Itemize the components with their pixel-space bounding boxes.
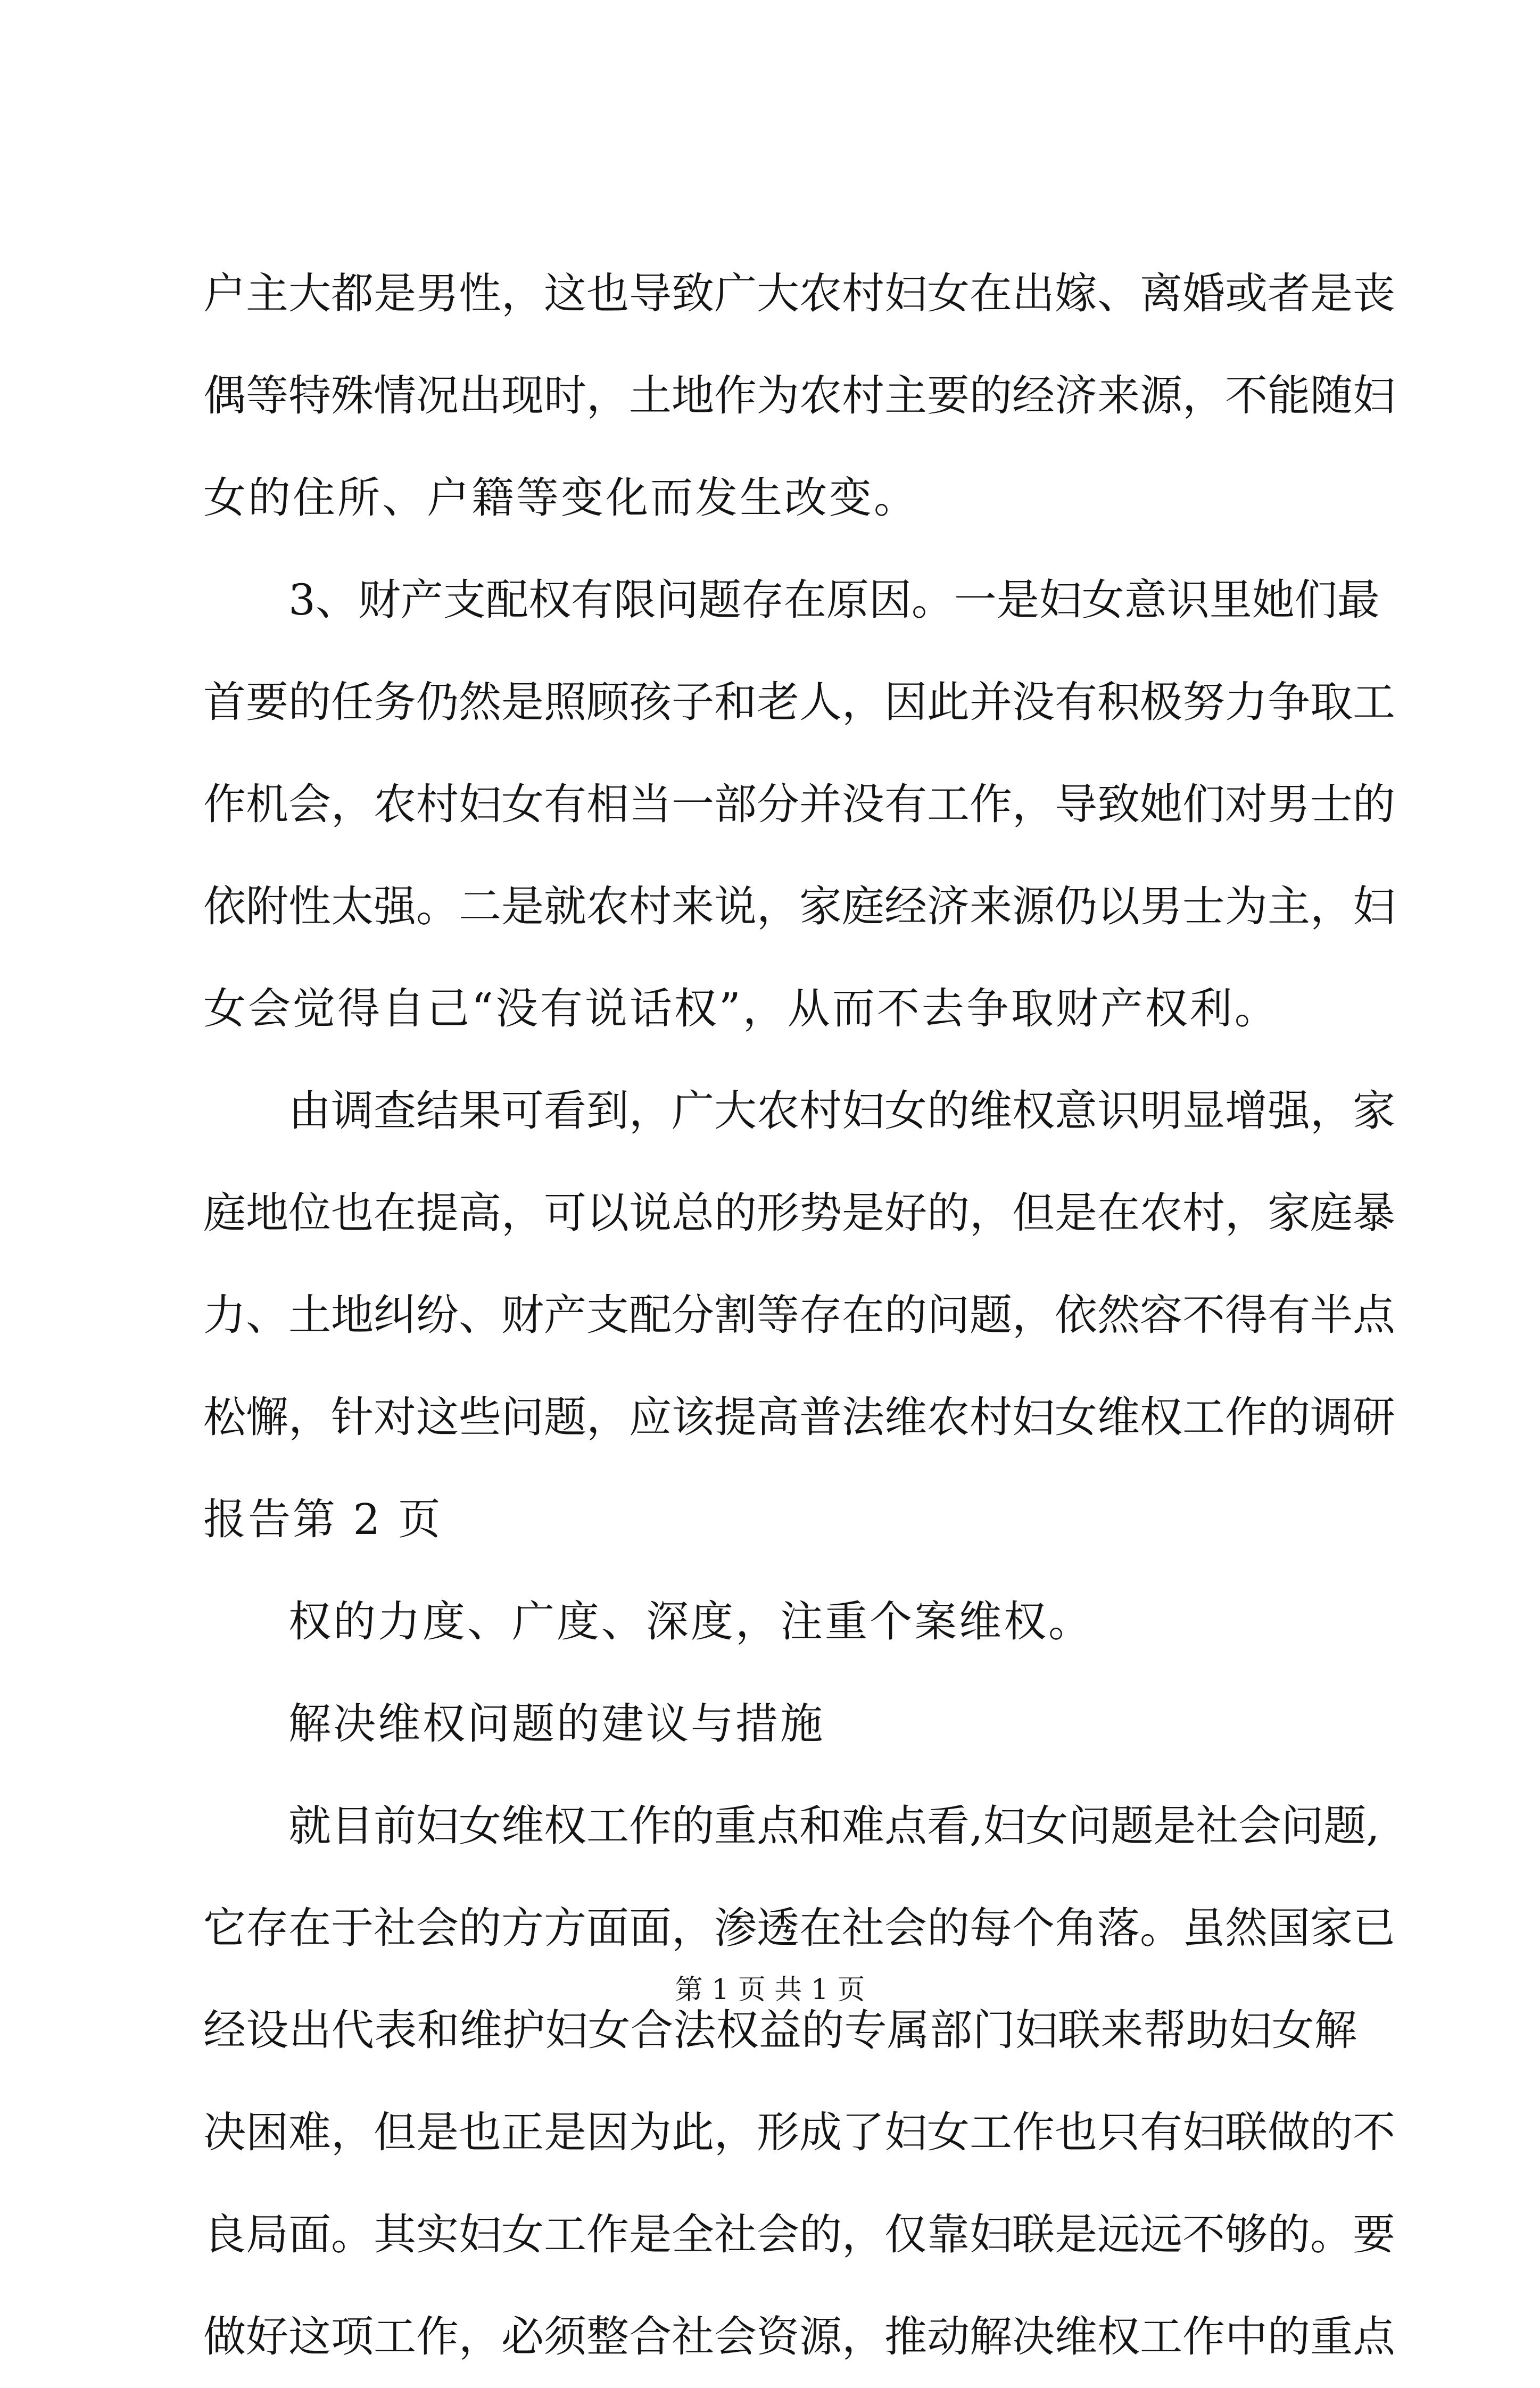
text-line: 户主大都是男性，这也导致广大农村妇女在出嫁、离婚或者是丧 bbox=[203, 269, 1395, 318]
text-line: 作机会，农村妇女有相当一部分并没有工作，导致她们对男士的 bbox=[203, 780, 1395, 829]
text-line: 松懈，针对这些问题，应该提高普法维农村妇女维权工作的调研 bbox=[203, 1392, 1395, 1442]
text-line: 力、土地纠纷、财产支配分割等存在的问题，依然容不得有半点 bbox=[203, 1290, 1395, 1340]
paragraph-start-line: 权的力度、广度、深度，注重个案维权。 bbox=[288, 1597, 1093, 1646]
document-body bbox=[203, 243, 1395, 2388]
text-line: 做好这项工作，必须整合社会资源，推动解决维权工作中的重点 bbox=[203, 2312, 1395, 2361]
page-footer: 第 1 页 共 1 页 bbox=[675, 1974, 865, 2006]
text-line: 决困难，但是也正是因为此，形成了妇女工作也只有妇联做的不 bbox=[203, 2108, 1395, 2157]
text-line: 首要的任务仍然是照顾孩子和老人，因此并没有积极努力争取工 bbox=[203, 677, 1395, 727]
page-reference-line: 报告第 2 页 bbox=[203, 1495, 443, 1544]
text-line: 经设出代表和维护妇女合法权益的专属部门妇联来帮助妇女解 bbox=[203, 2005, 1357, 2055]
text-line: 偶等特殊情况出现时，土地作为农村主要的经济来源，不能随妇 bbox=[203, 371, 1395, 420]
paragraph-start-line: 3、财产支配权有限问题存在原因。一是妇女意识里她们最 bbox=[288, 575, 1380, 625]
paragraph-start-line: 由调查结果可看到，广大农村妇女的维权意识明显增强，家 bbox=[288, 1086, 1395, 1135]
text-line: 依附性太强。二是就农村来说，家庭经济来源仍以男士为主，妇 bbox=[203, 882, 1395, 931]
text-line: 良局面。其实妇女工作是全社会的，仅靠妇联是远远不够的。要 bbox=[203, 2210, 1395, 2259]
text-line: 女的住所、户籍等变化而发生改变。 bbox=[203, 473, 918, 523]
section-heading: 解决维权问题的建议与措施 bbox=[288, 1699, 825, 1748]
text-line: 女会觉得自己“没有说话权”，从而不去争取财产权利。 bbox=[203, 984, 1279, 1033]
text-line: 它存在于社会的方方面面，渗透在社会的每个角落。虽然国家已 bbox=[203, 1903, 1395, 1953]
text-line: 庭地位也在提高，可以说总的形势是好的，但是在农村，家庭暴 bbox=[203, 1188, 1395, 1238]
paragraph-start-line: 就目前妇女维权工作的重点和难点看,妇女问题是社会问题, bbox=[288, 1801, 1380, 1851]
